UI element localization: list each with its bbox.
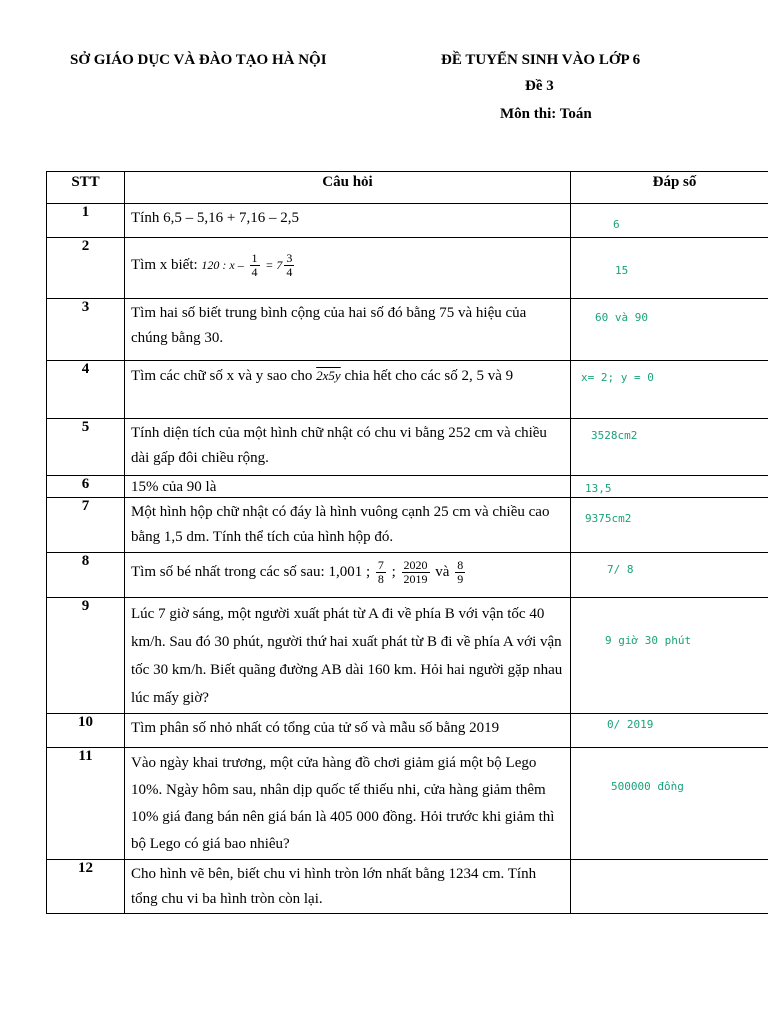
question-prefix: Tìm x biết: [131,256,198,273]
answer-text [571,476,768,498]
fraction-numerator: 2020 [403,558,428,572]
question-text [125,553,571,598]
answer-value: 7/ 8 [607,563,634,576]
question-text: Tìm hai số biết trung bình cộng của hai số đó bằng 75 và hiệu của chúng bằng 30. [125,299,571,361]
row-number: 8 [47,553,125,598]
math-expression: = 7 [265,257,283,272]
question-text: Lúc 7 giờ sáng, một người xuất phát từ A đi về phía B với vận tốc 40 km/h. Sau đó 30 phút, người thứ hai xuất phát từ B đi về phía A với vận tốc 30 km/h. Biết quãng đường AB dài 160 km. Hỏi hai người gặp nhau lúc mấy giờ? [125,598,571,714]
fraction-denominator: 2019 [403,572,428,586]
overlined-number: 2x5y [316,368,341,383]
answer-text [571,598,768,714]
question-text: Cho hình vẽ bên, biết chu vi hình tròn lớn nhất bằng 1234 cm. Tính tổng chu vi ba hình tròn còn lại. [125,860,571,914]
fraction-denominator: 8 [377,572,384,586]
answer-text [571,748,768,860]
row-number: 2 [47,238,125,299]
question-text [125,361,571,419]
table-row [47,419,768,476]
fraction [250,252,260,279]
question-text: Một hình hộp chữ nhật có đáy là hình vuông cạnh 25 cm và chiều cao bằng 1,5 dm. Tính thể tích của hình hộp đó. [125,498,571,553]
table-row [47,238,768,299]
answer-value: 9375cm2 [585,512,632,525]
fraction-numerator: 7 [377,558,384,572]
separator: và [435,563,450,580]
header-exam-title: ĐỀ TUYỂN SINH VÀO LỚP 6 [441,52,641,68]
answer-text [571,860,768,914]
answer-text [571,553,768,598]
question-prefix: Tìm các chữ số x và y sao cho [131,368,313,384]
answer-text [571,238,768,299]
fraction-denominator: 9 [457,572,464,586]
table-row [47,299,768,361]
question-text: Vào ngày khai trương, một cửa hàng đồ chơi giảm giá một bộ Lego 10%. Ngày hôm sau, nhân dịp quốc tế thiếu nhi, cửa hàng giảm thêm 10% giá đang bán nên giá bán là 405 000 đồng. Hỏi trước khi giảm thì bộ Lego có giá bao nhiêu? [125,748,571,860]
answer-value: 60 và 90 [595,311,648,324]
header-exam-number: Đề 3 [525,78,554,94]
question-prefix: Tìm số bé nhất trong các số sau: 1,001 ; [131,563,371,580]
fraction [284,252,294,279]
table-row [47,498,768,553]
exam-table [46,171,768,914]
table-row [47,748,768,860]
question-suffix: chia hết cho các số 2, 5 và 9 [344,368,514,384]
row-number: 12 [47,860,125,914]
separator: ; [391,563,396,580]
answer-text [571,419,768,476]
answer-value: 15 [615,264,629,277]
question-text: Tính diện tích của một hình chữ nhật có chu vi bằng 252 cm và chiều dài gấp đôi chiều rộng. [125,419,571,476]
question-text [125,238,571,299]
row-number: 3 [47,299,125,361]
row-number: 9 [47,598,125,714]
answer-value: 500000 đồng [611,780,684,793]
fraction-denominator: 4 [251,265,258,279]
question-text: Tìm phân số nhỏ nhất có tổng của tử số và mẫu số bằng 2019 [125,714,571,748]
math-expression: 120 : x – [201,257,244,272]
question-text: Tính 6,5 – 5,16 + 7,16 – 2,5 [125,204,571,238]
table-row [47,598,768,714]
table-row [47,714,768,748]
answer-value: 13,5 [585,482,612,495]
header-subject: Môn thi: Toán [500,106,592,122]
table-header-row [47,172,768,204]
row-number: 7 [47,498,125,553]
answer-value: 9 giờ 30 phút [605,634,692,647]
answer-text [571,361,768,419]
fraction [402,559,430,586]
table-row [47,204,768,238]
header-department: SỞ GIÁO DỤC VÀ ĐÀO TẠO HÀ NỘI [70,52,327,68]
header-answer: Đáp số [571,172,768,204]
row-number: 5 [47,419,125,476]
row-number: 1 [47,204,125,238]
fraction [376,559,386,586]
fraction-numerator: 1 [251,251,258,265]
row-number: 4 [47,361,125,419]
table-row [47,361,768,419]
answer-text [571,299,768,361]
answer-text [571,714,768,748]
row-number: 6 [47,476,125,498]
header-stt: STT [47,172,125,204]
answer-value: 6 [613,218,620,231]
row-number: 10 [47,714,125,748]
fraction-numerator: 8 [457,558,464,572]
table-row [47,553,768,598]
fraction-numerator: 3 [286,251,293,265]
header-question: Câu hỏi [125,172,571,204]
question-text: 15% của 90 là [125,476,571,498]
answer-value: 3528cm2 [591,429,638,442]
fraction-denominator: 4 [286,265,293,279]
table-row [47,860,768,914]
row-number: 11 [47,748,125,860]
table-row [47,476,768,498]
answer-value: 0/ 2019 [607,718,654,731]
answer-text [571,498,768,553]
answer-value: x= 2; y = 0 [581,371,654,384]
fraction [455,559,465,586]
answer-text [571,204,768,238]
